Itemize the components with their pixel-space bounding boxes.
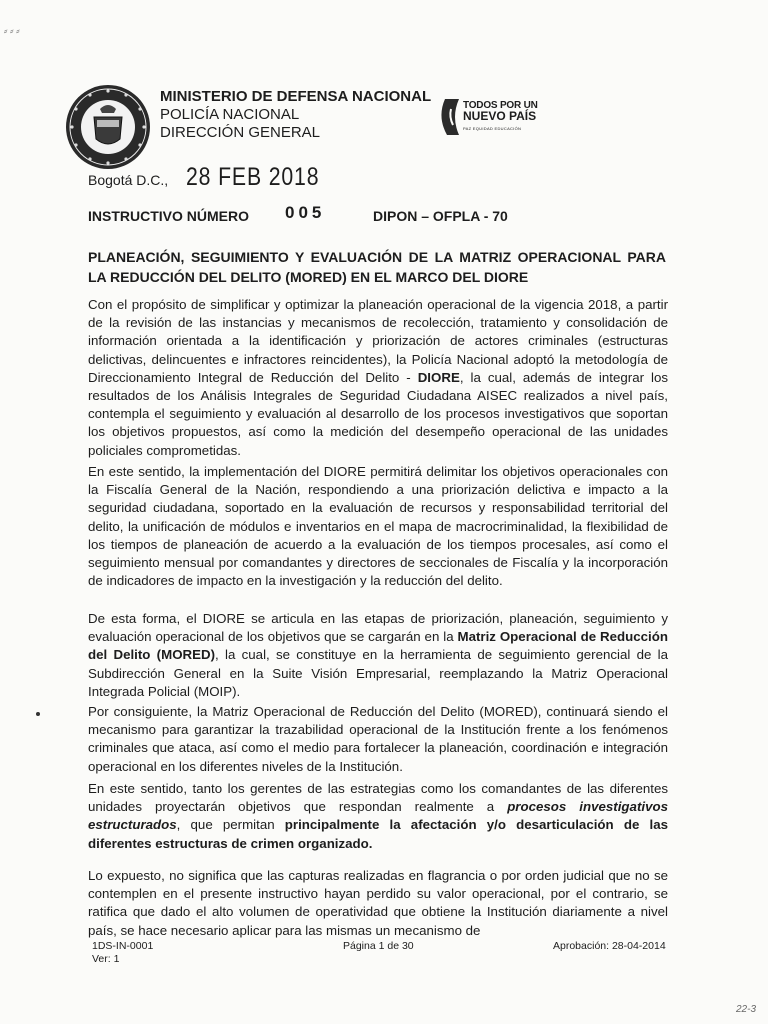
issue-date-stamp: 28 FEB 2018 (186, 163, 320, 191)
instructive-number: 005 (285, 203, 326, 222)
document-code: DIPON – OFPLA - 70 (373, 208, 508, 224)
ministry-name: MINISTERIO DE DEFENSA NACIONAL (160, 88, 432, 105)
paragraph-6: Lo expuesto, no significa que las capturas realizadas en flagrancia o por orden judicial que no se contemplen en el presente instructivo hayan perdido su valor operacional, por el contrario, se ratifica que dado el alto volumen de operatividad que obtiene la Institución diariamente a nivel país, se hace necesario aplicar para las mismas un mecanismo de (88, 868, 668, 938)
paragraph-2: En este sentido, la implementación del DIORE permitirá delimitar los objetivos operacionales con la Fiscalía General de la Nación, respondiendo a una priorización delictiva e impacto a la seguridad ciudadana, soportado en la evaluación de recursos y responsabilidad territorial del delito, la unificación de módulos e inventarios en el mapa de macrocriminalidad, la flexibilidad de los tiempos de planeación de acuerdo a la evaluación de los tiempos procesales, así como el seguimiento mensual por comandantes y directores de seccionales de Fiscalía y la incorporación de indicadores de impacto en la investigación y la reducción del delito. (88, 464, 668, 589)
paragraph-5 (88, 780, 668, 853)
footer-doc-info (92, 940, 153, 966)
campaign-line-2: NUEVO PAÍS (463, 109, 537, 123)
campaign-line-3: PAZ EQUIDAD EDUCACIÓN (463, 126, 522, 131)
paragraph-3-text-b: , la cual, se constituye en la herramienta de seguimiento gerencial de la Subdirección General en la Suite Visión Empresarial, reemplazando la Matriz Operacional Integrada Policial (MOIP). (88, 647, 668, 699)
handwritten-mark-bottom-right: 22-3 (736, 1004, 757, 1015)
paragraph-1-text-b: , la cual, además de integrar los resultados de los Análisis Integrales de Seguridad Ciudadana AISEC realizados a nivel país, contempla el seguimiento y evaluación al desarrollo de los procesos investigativos que soportan los objetivos propuestos, así como la medición del desempeño operacional de las unidades policiales comprometidas. (88, 369, 668, 458)
footer-doc-code: 1DS-IN-0001 (92, 940, 154, 952)
instructive-label: INSTRUCTIVO NÚMERO (88, 208, 249, 224)
national-police-seal-icon (64, 83, 152, 171)
paragraph-1-text-a: Con el propósito de simplificar y optimizar la planeación operacional de la vigencia 2018, a partir de la revisión de las instancias y mecanismos de recolección, tratamiento y consolidación de información orientada a la identificación y priorización de actores criminales (estructuras delictivas, delincuentes e infractores reincidentes), la Policía Nacional adoptó la metodología de Direccionamiento Integral de Reducción del Delito - (88, 297, 668, 385)
paragraph-1-bold: DIORE (417, 369, 460, 385)
paragraph-3 (88, 610, 668, 701)
paragraph-5-bold-italic: procesos investigativos estructurados (88, 799, 668, 833)
paragraph-5-text-b: , que permitan (176, 817, 285, 833)
document-title: PLANEACIÓN, SEGUIMIENTO Y EVALUACIÓN DE LA MATRIZ OPERACIONAL PARA LA REDUCCIÓN DEL DELITO (MORED) EN EL MARCO DEL DIORE (88, 249, 666, 285)
direction-name: DIRECCIÓN GENERAL (160, 124, 321, 141)
paragraph-3-text-a: De esta forma, el DIORE se articula en las etapas de priorización, planeación, seguimiento y evaluación operacional de los objetivos que se cargarán en la (88, 611, 668, 645)
city-label: Bogotá D.C., (88, 172, 169, 188)
paragraph-1 (88, 296, 668, 460)
institution-header (160, 88, 431, 142)
footer-version: Ver: 1 (92, 953, 120, 965)
police-name: POLICÍA NACIONAL (160, 106, 300, 123)
footer-page-number: Página 1 de 30 (343, 940, 414, 952)
footer-approval-date: Aprobación: 28-04-2014 (553, 940, 666, 952)
campaign-line-1: TODOS POR UN (463, 100, 538, 111)
campaign-logo-text (463, 100, 538, 134)
scan-dot (36, 712, 40, 716)
paragraph-5-text-a: En este sentido, tanto los gerentes de las estrategias como los comandantes de las diferentes unidades proyectarán objetivos que respondan realmente a (88, 781, 668, 815)
paragraph-5-bold: principalmente la afectación y/o desarticulación de las diferentes estructuras de crimen organizado. (88, 817, 668, 851)
handwritten-mark-top-left: ⸗ ⸗ ⸗ (4, 26, 20, 37)
paragraph-3-bold: Matriz Operacional de Reducción del Delito (MORED) (88, 629, 668, 663)
paragraph-4: Por consiguiente, la Matriz Operacional de Reducción del Delito (MORED), continuará siendo el mecanismo para garantizar la trazabilidad operacional de la Institución frente a los fenómenos criminales que ataca, así como el medio para fortalecer la planeación, coordinación e integración operacional en los diferentes niveles de la Institución. (88, 704, 668, 774)
